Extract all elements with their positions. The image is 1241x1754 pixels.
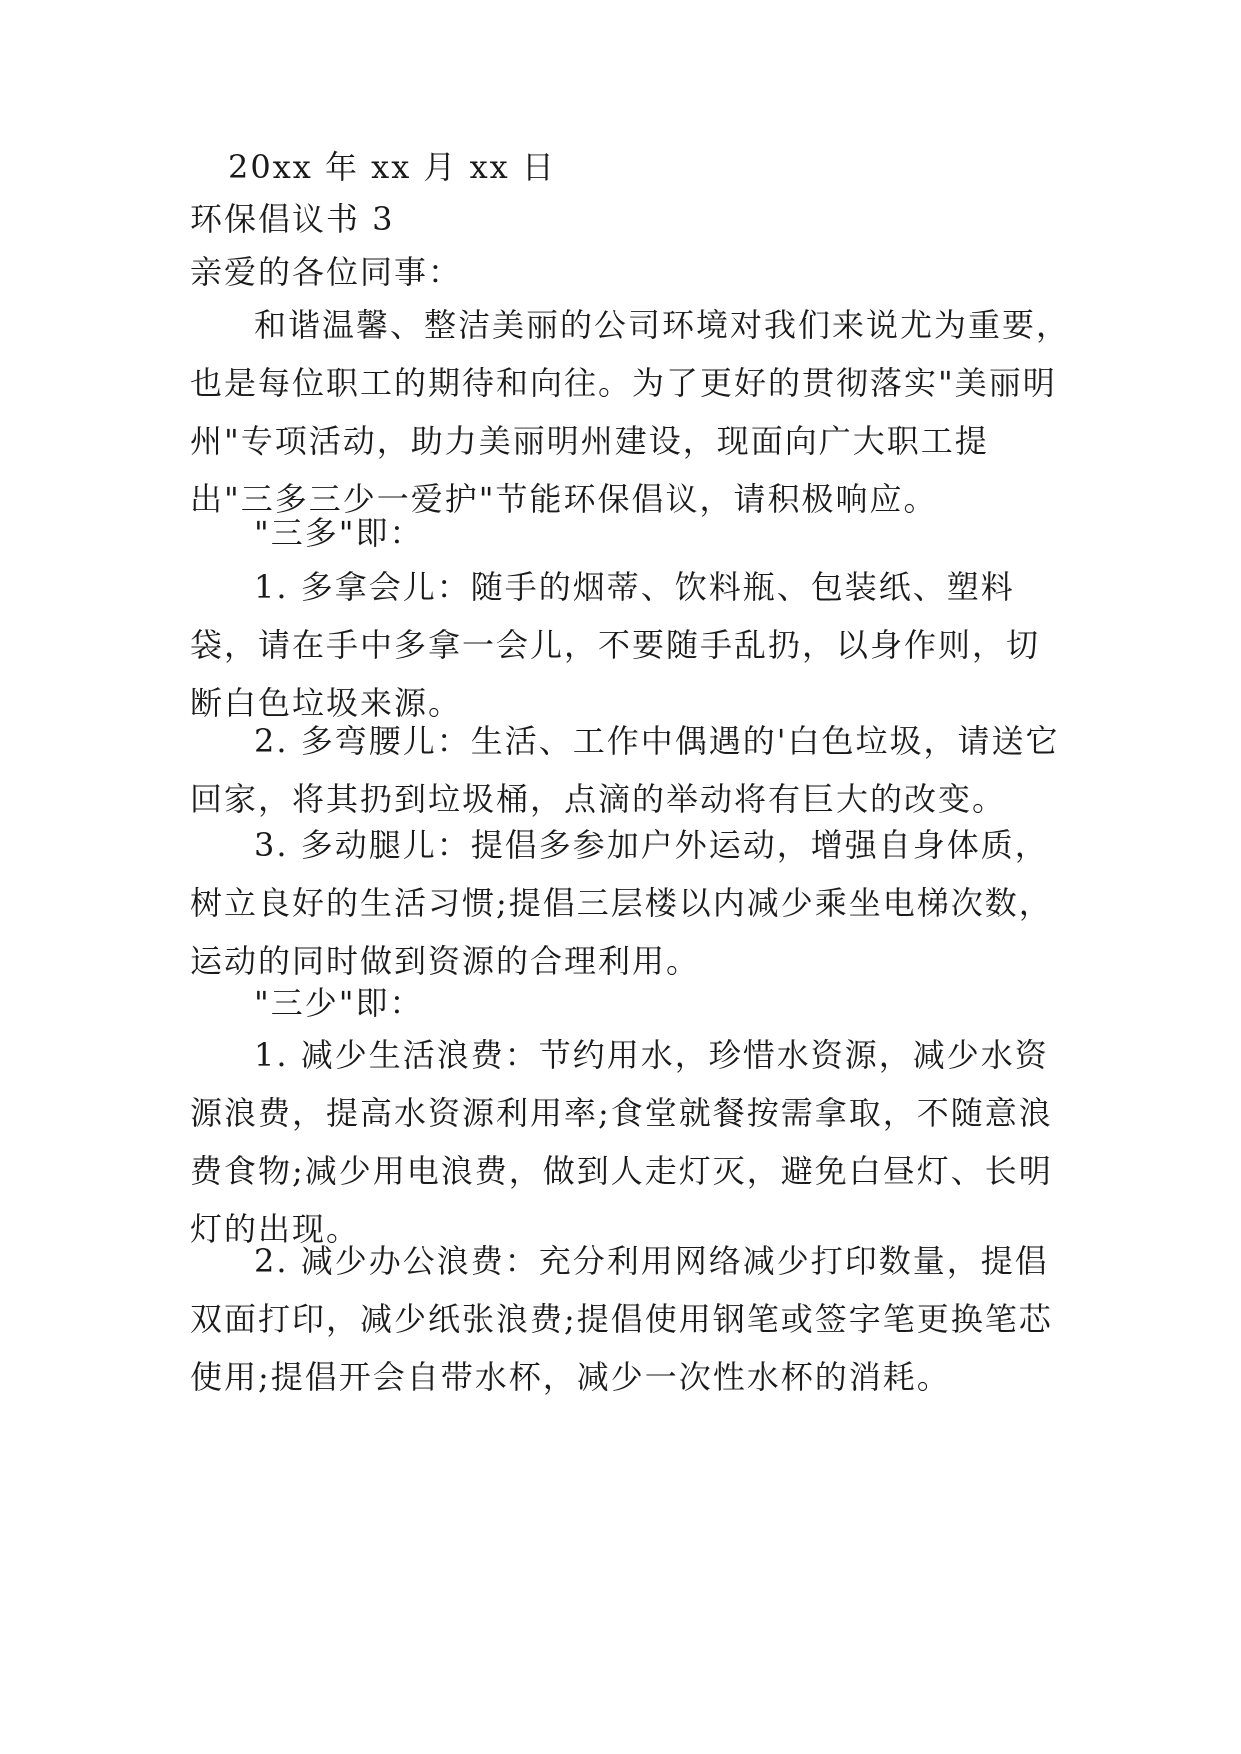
date-line: 20xx 年 xx 月 xx 日: [228, 148, 556, 186]
salutation: 亲爱的各位同事：: [190, 253, 463, 291]
paragraph-duo-2: 2. 多弯腰儿：生活、工作中偶遇的'白色垃圾，请送它回家，将其扔到垃圾桶，点滴的举动将有巨大的改变。: [190, 722, 1060, 818]
san-duo-header: "三多"即：: [254, 514, 424, 552]
san-shao-header: "三少"即：: [254, 984, 424, 1022]
paragraph-duo-3: 3. 多动腿儿：提倡多参加户外运动，增强自身体质，树立良好的生活习惯;提倡三层楼以内减少乘坐电梯次数，运动的同时做到资源的合理利用。: [190, 826, 1053, 980]
paragraph-duo-1: 1. 多拿会儿：随手的烟蒂、饮料瓶、包装纸、塑料袋，请在手中多拿一会儿，不要随手乱扔，以身作则，切断白色垃圾来源。: [190, 568, 1041, 722]
paragraph-shao-1: 1. 减少生活浪费：节约用水，珍惜水资源，减少水资源浪费，提高水资源利用率;食堂就餐按需拿取，不随意浪费食物;减少用电浪费，做到人走灯灭，避免白昼灯、长明灯的出现。: [190, 1036, 1053, 1248]
document-title: 环保倡议书 3: [190, 200, 395, 238]
paragraph-shao-2: 2. 减少办公浪费：充分利用网络减少打印数量，提倡双面打印，减少纸张浪费;提倡使用钢笔或签字笔更换笔芯使用;提倡开会自带水杯，减少一次性水杯的消耗。: [190, 1242, 1053, 1396]
paragraph-intro: 和谐温馨、整洁美丽的公司环境对我们来说尤为重要，也是每位职工的期待和向往。为了更好的贯彻落实"美丽明州"专项活动，助力美丽明州建设，现面向广大职工提出"三多三少一爱护"节能环保倡议，请积极响应。: [190, 306, 1071, 518]
